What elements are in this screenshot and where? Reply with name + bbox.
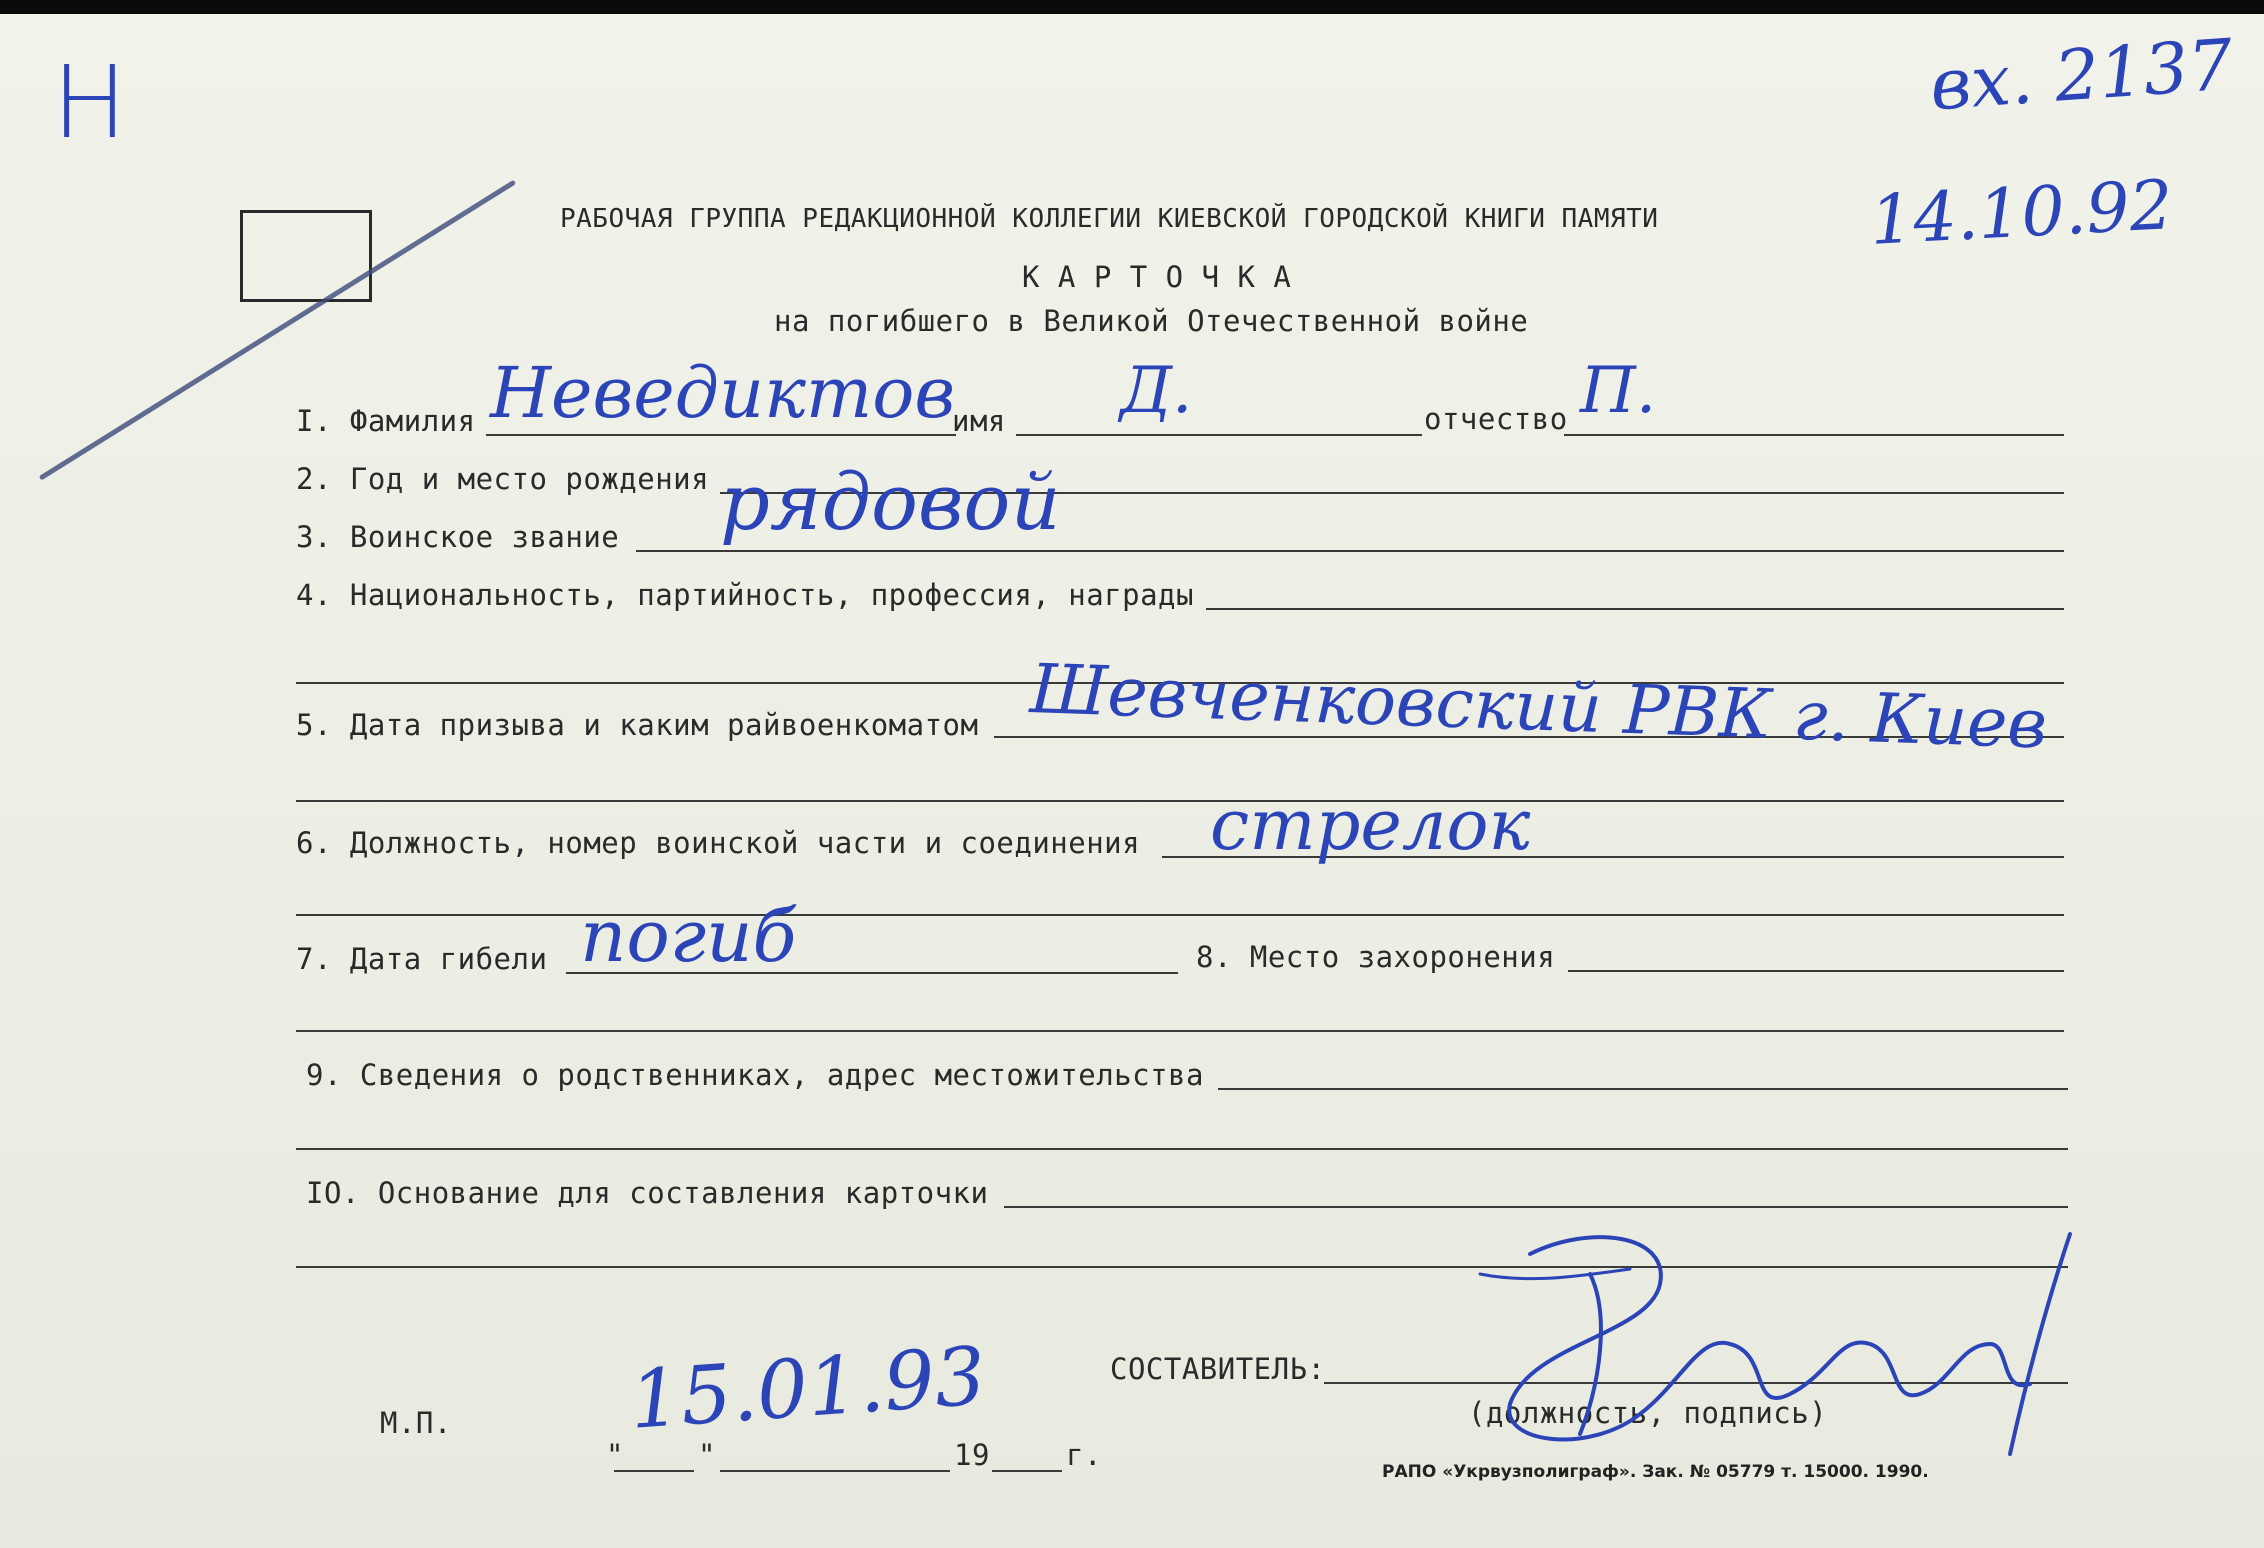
name-line (1016, 434, 1422, 436)
birth-label: 2. Год и место рождения (296, 462, 710, 496)
surname-value: Неведиктов (490, 352, 956, 434)
name-value: Д. (1120, 354, 1193, 428)
year-suffix: г. (1066, 1438, 1102, 1472)
position-sign-label: (должность, подпись) (1468, 1396, 1828, 1430)
death-date-value: погиб (580, 894, 797, 978)
nationality-line (1206, 608, 2064, 610)
death-date-label: 7. Дата гибели (296, 942, 548, 976)
basis-label: IO. Основание для составления карточки (306, 1176, 989, 1210)
burial-line (1568, 970, 2064, 972)
relatives-label: 9. Сведения о родственниках, адрес местожительства (306, 1058, 1204, 1092)
card-subtitle: на погибшего в Великой Отечественной войне (774, 304, 1529, 338)
photo-stamp-box (240, 210, 372, 302)
margin-letter: Н (52, 44, 128, 161)
rank-line (636, 550, 2064, 552)
date-open-quote: " (606, 1438, 624, 1472)
position-line-2 (296, 914, 2064, 916)
date-year-line (992, 1470, 1062, 1472)
enlistment-line-2 (296, 800, 2064, 802)
registration-number: вх. 2137 (1927, 23, 2236, 127)
scan-top-border (0, 0, 2264, 14)
date-month-line (720, 1470, 950, 1472)
printer-imprint: РАПО «Укрвузполиграф». Зак. № 05779 т. 15000. 1990. (1382, 1462, 1929, 1482)
position-value: стрелок (1210, 784, 1531, 866)
position-label: 6. Должность, номер воинской части и соединения (296, 826, 1141, 860)
signature-icon (1470, 1214, 2090, 1474)
card-title: К А Р Т О Ч К А (1022, 260, 1292, 294)
patronymic-label: отчество (1424, 402, 1568, 436)
surname-line (486, 434, 956, 436)
year-prefix: 19 (954, 1438, 990, 1472)
burial-line-2 (296, 1030, 2064, 1032)
seal-place-label: М.П. (380, 1406, 452, 1440)
compiled-date-value: 15.01.93 (626, 1329, 989, 1447)
burial-label: 8. Место захоронения (1196, 940, 1556, 974)
memorial-card (0, 14, 2264, 1548)
enlistment-label: 5. Дата призыва и каким райвоенкоматом (296, 708, 979, 742)
enlistment-value: Шевченковский РВК г. Киев (1028, 650, 2049, 765)
surname-label: I. Фамилия (296, 404, 476, 438)
relatives-line (1218, 1088, 2068, 1090)
rank-label: 3. Воинское звание (296, 520, 620, 554)
name-label: имя (952, 404, 1006, 438)
compiler-label: СОСТАВИТЕЛЬ: (1110, 1352, 1326, 1386)
patronymic-line (1564, 434, 2064, 436)
relatives-line-2 (296, 1148, 2068, 1150)
date-close-quote: " (698, 1438, 716, 1472)
date-day-line (614, 1470, 694, 1472)
registration-date: 14.10.92 (1868, 166, 2175, 261)
nationality-label: 4. Национальность, партийность, профессия, награды (296, 578, 1194, 612)
patronymic-value: П. (1580, 354, 1657, 428)
organization-header: РАБОЧАЯ ГРУППА РЕДАКЦИОННОЙ КОЛЛЕГИИ КИЕВСКОЙ ГОРОДСКОЙ КНИГИ ПАМЯТИ (560, 204, 1659, 234)
basis-line (1004, 1206, 2068, 1208)
rank-value: рядовой (720, 458, 1061, 548)
